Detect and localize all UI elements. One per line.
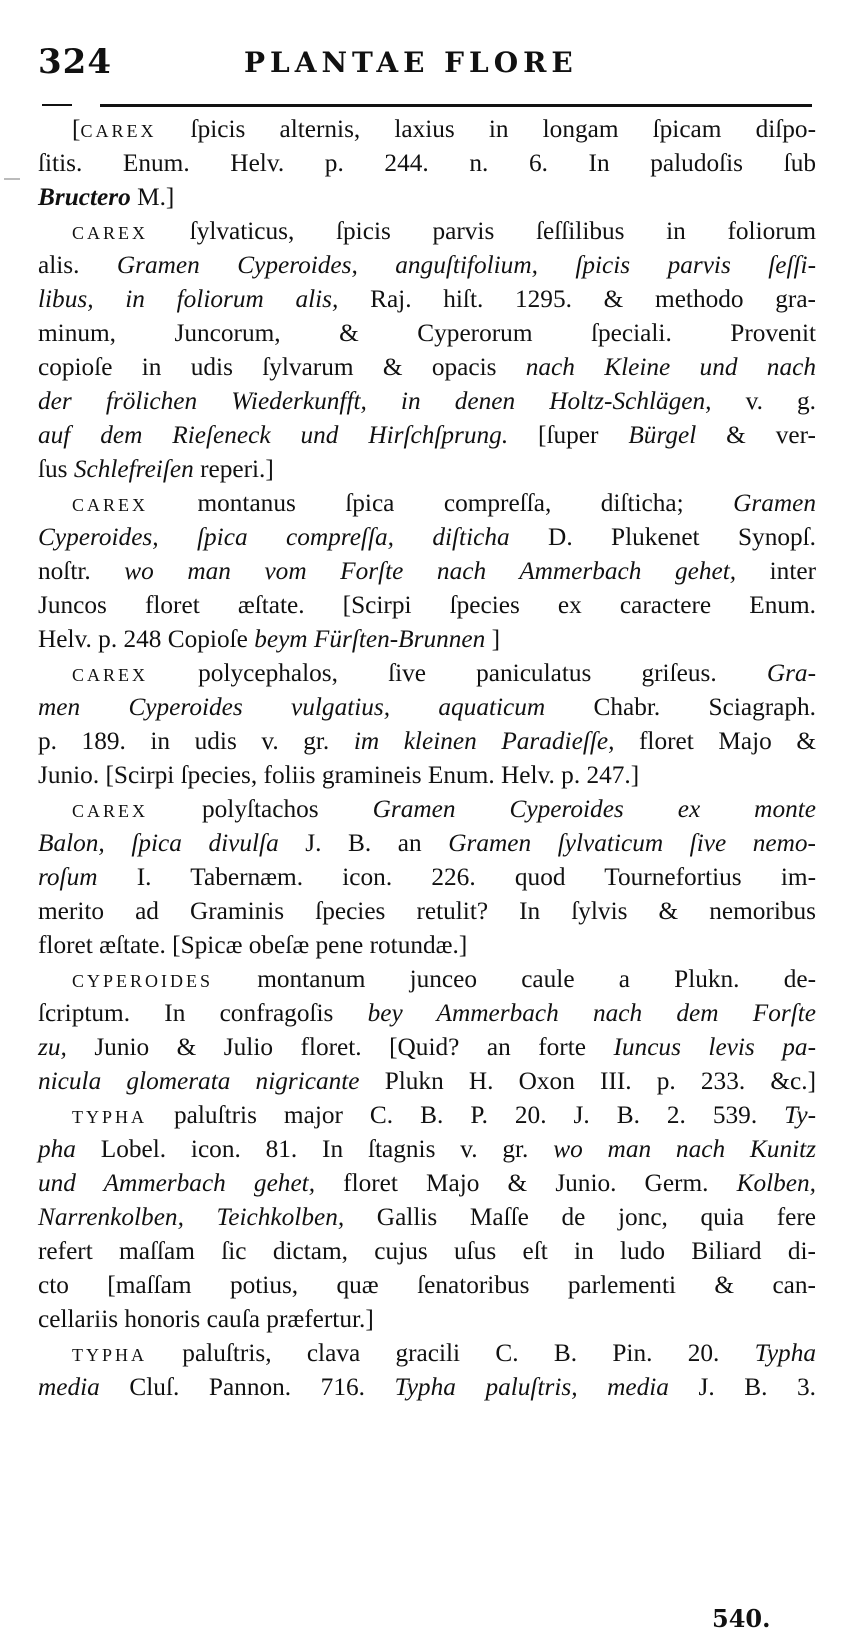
text-line	[38, 894, 816, 928]
text-run: Cluſ. Pannon. 716.	[99, 1373, 395, 1401]
catchword: 540.	[712, 1604, 771, 1633]
text-run: Kolben,	[736, 1169, 816, 1197]
text-run: ſpicis alternis, laxius in longam ſpicam diſpo-	[156, 115, 816, 143]
text-line	[38, 214, 816, 248]
text-run: men Cyperoides vulgatius, aquaticum	[38, 693, 546, 721]
text-run: Iuncus levis pa-	[613, 1033, 816, 1061]
text-run: reperi.]	[193, 455, 274, 483]
text-line	[38, 996, 816, 1030]
text-run: Gra-	[766, 659, 816, 687]
text-run: montanum junceo caule a Plukn. de-	[213, 965, 816, 993]
text-run: Ty-	[784, 1101, 816, 1129]
text-run: Helv. p. 248 Copioſe	[38, 625, 255, 653]
text-run: der frölichen Wiederkunfft, in denen Holtz-Schlägen,	[38, 387, 712, 415]
text-run: Typha	[754, 1339, 816, 1367]
text-line	[38, 112, 816, 146]
text-run: J. B. 3.	[668, 1373, 816, 1401]
text-run: Bructero	[38, 183, 131, 211]
text-run: Chabr. Sciagraph.	[545, 693, 816, 721]
text-line	[38, 316, 816, 350]
text-line	[38, 622, 816, 656]
text-run: Cyperoides, ſpica compreſſa, diſticha	[38, 523, 510, 551]
text-run: floret æſtate. [Spicæ obeſæ pene rotundæ.]	[38, 931, 468, 959]
genus-name: CAREX	[80, 121, 157, 141]
text-run: cellariis honoris cauſa præfertur.]	[38, 1305, 374, 1333]
text-line	[38, 1132, 816, 1166]
text-run: v. g.	[711, 387, 816, 415]
text-line	[38, 928, 816, 962]
text-run: Gallis Maſſe de jonc, quia fere	[344, 1203, 816, 1231]
text-run: Juncos floret æſtate. [Scirpi ſpecies ex caractere Enum.	[38, 591, 816, 619]
text-run: floret Majo & Junio. Germ.	[315, 1169, 737, 1197]
running-head: PLANTAE FLORE	[244, 46, 578, 79]
text-run: p. 189. in udis v. gr.	[38, 727, 354, 755]
text-run: wo man vom Forſte nach Ammerbach gehet,	[124, 557, 737, 585]
text-run: Gramen	[733, 489, 816, 517]
text-line	[38, 1064, 816, 1098]
text-run: ſylvaticus, ſpicis parvis ſeſſilibus in foliorum	[148, 217, 816, 245]
text-run: auf dem Rieſeneck und Hirſchſprung.	[38, 421, 509, 449]
text-run: ſcriptum. In confragoſis	[38, 999, 368, 1027]
text-run: & ver-	[696, 421, 816, 449]
text-line	[38, 1030, 816, 1064]
text-run: Balon, ſpica divulſa	[38, 829, 279, 857]
genus-name: CAREX	[72, 801, 149, 821]
header-short-rule	[42, 104, 72, 106]
text-run: noſtr.	[38, 557, 125, 585]
text-line	[38, 180, 816, 214]
text-line	[38, 1370, 816, 1404]
text-run: M.]	[130, 183, 175, 211]
text-line	[38, 792, 816, 826]
text-line	[38, 248, 816, 282]
text-run: ſitis. Enum. Helv. p. 244. n. 6. In paludoſis ſub	[38, 149, 816, 177]
text-run: media	[38, 1373, 100, 1401]
text-run: libus, in foliorum alis,	[38, 285, 339, 313]
text-run: zu,	[38, 1033, 67, 1061]
text-run: polyſtachos	[148, 795, 373, 823]
text-line	[38, 860, 816, 894]
text-line	[38, 1336, 816, 1370]
text-line	[38, 1166, 816, 1200]
genus-name: CYPEROIDES	[72, 971, 214, 991]
text-line	[38, 1302, 816, 1336]
text-line	[38, 282, 816, 316]
text-run: Junio. [Scirpi ſpecies, foliis gramineis Enum. Helv. p. 247.]	[38, 761, 640, 789]
text-run: copioſe in udis ſylvarum & opacis	[38, 353, 526, 381]
margin-mark	[4, 178, 20, 180]
text-line	[38, 758, 816, 792]
text-run: J. B. an	[278, 829, 449, 857]
text-run: bey Ammerbach nach dem Forſte	[367, 999, 816, 1027]
text-run: paluſtris, clava gracili C. B. Pin. 20.	[147, 1339, 755, 1367]
text-run: im kleinen Paradieſſe,	[353, 727, 615, 755]
text-run: alis.	[38, 251, 117, 279]
text-run: cto [maſſam potius, quæ ſenatoribus parlementi & can-	[38, 1271, 816, 1299]
text-run: pha	[38, 1135, 76, 1163]
text-line	[38, 554, 816, 588]
text-run: und Ammerbach gehet,	[38, 1169, 316, 1197]
text-line	[38, 384, 816, 418]
text-line	[38, 520, 816, 554]
text-run: wo man nach Kunitz	[553, 1135, 816, 1163]
text-run: paluſtris major C. B. P. 20. J. B. 2. 539.	[147, 1101, 785, 1129]
text-run: Raj. hiſt. 1295. & methodo gra-	[338, 285, 816, 313]
text-run: ]	[485, 625, 501, 653]
text-run: Gramen ſylvaticum ſive nemo-	[448, 829, 816, 857]
genus-name: CAREX	[72, 665, 149, 685]
text-line	[38, 146, 816, 180]
text-line	[38, 452, 816, 486]
text-line	[38, 1098, 816, 1132]
text-run: nicula glomerata nigricante	[38, 1067, 360, 1095]
text-run: floret Majo &	[614, 727, 816, 755]
text-run: ſus	[38, 455, 74, 483]
genus-name: TYPHA	[72, 1107, 148, 1127]
text-line	[38, 350, 816, 384]
text-run: D. Plukenet Synopſ.	[509, 523, 817, 551]
text-run: Lobel. icon. 81. In ſtagnis v. gr.	[75, 1135, 554, 1163]
text-run: beym Fürſten-Brunnen	[254, 625, 486, 653]
page-number: 324	[38, 42, 112, 82]
text-run: Gramen Cyperoides, anguſtifolium, ſpicis parvis ſeſſi-	[116, 251, 816, 279]
body-text	[38, 112, 816, 1404]
text-run: polycephalos, ſive paniculatus griſeus.	[148, 659, 767, 687]
text-run: [	[72, 115, 81, 143]
text-line	[38, 1234, 816, 1268]
header-rule	[100, 104, 812, 107]
page-header	[38, 42, 818, 92]
text-run: Plukn H. Oxon III. p. 233. &c.]	[359, 1067, 816, 1095]
text-run: Bürgel	[628, 421, 697, 449]
text-line	[38, 826, 816, 860]
text-run: Schlefreiſen	[73, 455, 194, 483]
text-run: Narrenkolben, Teichkolben,	[38, 1203, 345, 1231]
text-run: refert maſſam ſic dictam, cujus uſus eſt in ludo Biliard di-	[38, 1237, 816, 1265]
text-run: inter	[736, 557, 817, 585]
text-run: Junio & Julio floret. [Quid? an forte	[66, 1033, 614, 1061]
text-line	[38, 1268, 816, 1302]
text-run: I. Tabernæm. icon. 226. quod Tournefortius im-	[97, 863, 816, 891]
genus-name: CAREX	[72, 223, 149, 243]
text-run: minum, Juncorum, & Cyperorum ſpeciali. Provenit	[38, 319, 816, 347]
text-run: montanus ſpica compreſſa, diſticha;	[148, 489, 734, 517]
text-line	[38, 486, 816, 520]
text-line	[38, 1200, 816, 1234]
text-line	[38, 656, 816, 690]
text-run: merito ad Graminis ſpecies retulit? In ſylvis & nemoribus	[38, 897, 816, 925]
text-line	[38, 588, 816, 622]
genus-name: CAREX	[72, 495, 149, 515]
text-line	[38, 418, 816, 452]
text-line	[38, 690, 816, 724]
text-line	[38, 724, 816, 758]
text-run: Typha paluſtris, media	[394, 1373, 669, 1401]
genus-name: TYPHA	[72, 1345, 148, 1365]
text-run: [ſuper	[508, 421, 629, 449]
text-line	[38, 962, 816, 996]
text-run: roſum	[38, 863, 98, 891]
text-run: Gramen Cyperoides ex monte	[372, 795, 817, 823]
text-run: nach Kleine und nach	[525, 353, 816, 381]
